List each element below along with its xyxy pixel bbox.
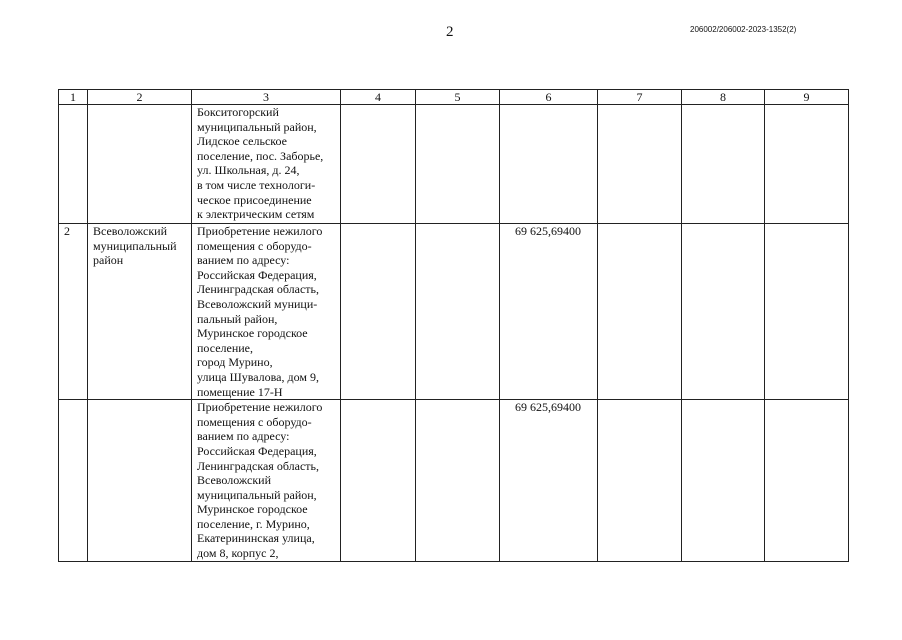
- description-line: пальный район,: [197, 311, 278, 326]
- empty-cell: [682, 400, 765, 562]
- district-line: муниципальный: [93, 238, 177, 253]
- description-line: помещения с оборудо-: [197, 414, 312, 429]
- district-cell: [88, 224, 192, 400]
- empty-cell: [765, 105, 849, 224]
- district-line: район: [93, 253, 124, 268]
- description-line: муниципальный район,: [197, 487, 317, 502]
- header-cell: 5: [416, 90, 500, 105]
- empty-cell: [341, 400, 416, 562]
- description-line: Российская Федерация,: [197, 443, 317, 458]
- description-line: в том числе технологи-: [197, 177, 316, 192]
- description-line: помещение 17-Н: [197, 384, 283, 399]
- description-line: поселение,: [197, 340, 254, 355]
- description-cell: [192, 400, 341, 562]
- empty-cell: [416, 224, 500, 400]
- empty-cell: [416, 400, 500, 562]
- description-line: ванием по адресу:: [197, 253, 290, 268]
- description-line: поселение, пос. Заборье,: [197, 148, 324, 163]
- description-line: ул. Школьная, д. 24,: [197, 163, 300, 178]
- header-cell: 3: [192, 90, 341, 105]
- district-cell: [88, 400, 192, 562]
- empty-cell: [598, 105, 682, 224]
- description-line: Российская Федерация,: [197, 267, 317, 282]
- empty-cell: [416, 105, 500, 224]
- description-line: дом 8, корпус 2,: [197, 546, 279, 561]
- description-line: Ленинградская область,: [197, 458, 319, 473]
- header-cell: 2: [88, 90, 192, 105]
- table-row: [59, 400, 849, 562]
- row-number-cell: [59, 105, 88, 224]
- data-table: [58, 89, 849, 562]
- amount-cell: 69 625,69400: [500, 224, 598, 400]
- description-line: поселение, г. Мурино,: [197, 516, 310, 531]
- empty-cell: [682, 105, 765, 224]
- table-row: [59, 105, 849, 224]
- description-line: муниципальный район,: [197, 119, 317, 134]
- empty-cell: [682, 224, 765, 400]
- empty-cell: [598, 224, 682, 400]
- header-row: [59, 90, 849, 105]
- description-line: Бокситогорский: [197, 105, 279, 119]
- description-line: помещения с оборудо-: [197, 238, 312, 253]
- header-cell: 1: [59, 90, 88, 105]
- page-number: 2: [446, 24, 454, 40]
- header-cell: 9: [765, 90, 849, 105]
- empty-cell: [341, 105, 416, 224]
- row-number-cell: 2: [59, 224, 88, 400]
- header-cell: 7: [598, 90, 682, 105]
- amount-cell: [500, 105, 598, 224]
- description-line: Приобретение нежилого: [197, 224, 323, 238]
- header-cell: 6: [500, 90, 598, 105]
- description-cell: [192, 224, 341, 400]
- description-line: Муринское городское: [197, 502, 308, 517]
- description-line: Лидское сельское: [197, 134, 287, 149]
- description-line: Всеволожский: [197, 473, 271, 488]
- description-line: улица Шувалова, дом 9,: [197, 369, 319, 384]
- description-cell: [192, 105, 341, 224]
- description-line: ванием по адресу:: [197, 429, 290, 444]
- empty-cell: [341, 224, 416, 400]
- amount-cell: 69 625,69400: [500, 400, 598, 562]
- document-id: 206002/206002-2023-1352(2): [690, 25, 797, 34]
- description-line: Екатерининская улица,: [197, 531, 315, 546]
- table-row: [59, 224, 849, 400]
- empty-cell: [765, 224, 849, 400]
- description-line: Всеволожский муници-: [197, 296, 318, 311]
- description-line: Приобретение нежилого: [197, 400, 323, 415]
- header-cell: 8: [682, 90, 765, 105]
- description-line: Ленинградская область,: [197, 282, 319, 297]
- description-line: ческое присоединение: [197, 192, 312, 207]
- row-number-cell: [59, 400, 88, 562]
- description-line: город Мурино,: [197, 355, 273, 370]
- header-cell: 4: [341, 90, 416, 105]
- description-line: к электрическим сетям: [197, 207, 315, 222]
- empty-cell: [765, 400, 849, 562]
- description-line: Муринское городское: [197, 326, 308, 341]
- district-cell: [88, 105, 192, 224]
- district-line: Всеволожский: [93, 224, 167, 238]
- empty-cell: [598, 400, 682, 562]
